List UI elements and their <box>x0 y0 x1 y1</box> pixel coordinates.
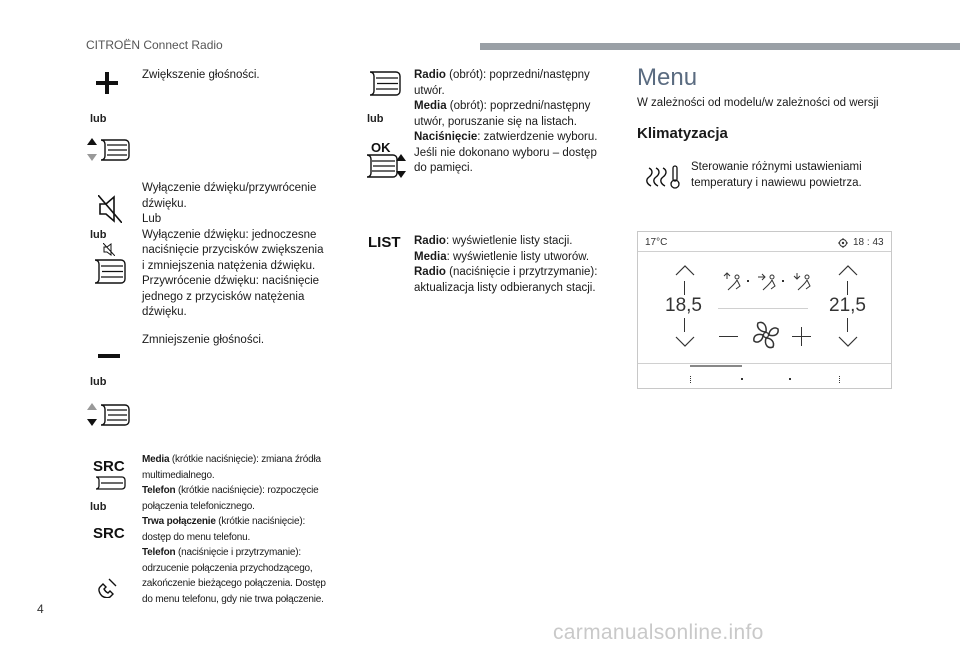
phone-icon <box>97 576 119 598</box>
tab-indicator-2[interactable] <box>741 378 743 380</box>
climate-screen <box>637 231 892 389</box>
list-label: LIST <box>368 234 401 251</box>
text-line: Jeśli nie dokonano wyboru – dostęp <box>414 146 597 159</box>
text-line: Telefon (krótkie naciśnięcie): rozpoczęcie <box>142 485 319 496</box>
text-line: Naciśnięcie: zatwierdzenie wyboru. <box>414 131 598 143</box>
text-line: Media (krótkie naciśnięcie): zmiana źródła <box>142 454 321 465</box>
gps-icon <box>838 238 848 248</box>
src-label: SRC <box>93 525 125 542</box>
page-number: 4 <box>37 602 44 616</box>
text-line: dźwięku. <box>142 197 187 210</box>
mute-text <box>142 181 324 321</box>
fan-increase-button[interactable] <box>792 327 811 346</box>
text-line: naciśnięcie przycisków zwiększenia <box>142 244 324 256</box>
text-line: jednego z przycisków natężenia <box>142 290 305 303</box>
minus-icon <box>98 354 120 359</box>
text-line: Wyłączenie dźwięku: jednoczesne <box>142 228 317 241</box>
tab-indicator-1[interactable] <box>690 376 691 383</box>
dot-separator <box>782 280 784 282</box>
right-temperature[interactable]: 21,5 <box>829 295 866 316</box>
text-line: Radio (obrót): poprzedni/następny <box>414 69 590 81</box>
text-line: do pamięci. <box>414 162 473 174</box>
divider <box>638 251 891 252</box>
text-line: Trwa połączenie (krótkie naciśnięcie): <box>142 516 306 527</box>
chevron-up-icon[interactable] <box>838 264 858 276</box>
radio-text <box>414 68 597 177</box>
text-line: zakończenie bieżącego połączenia. Dostęp <box>142 578 326 589</box>
volume-down-text: Zmniejszenie głośności. <box>142 334 265 346</box>
list-text <box>414 234 597 296</box>
steering-control-down-icon <box>87 402 131 428</box>
header-bar <box>480 43 960 50</box>
or-label: lub <box>90 376 107 388</box>
text-line: Radio: wyświetlenie listy stacji. <box>414 235 573 247</box>
header-title: CITROËN Connect Radio <box>86 38 223 52</box>
divider <box>638 363 891 364</box>
or-label: lub <box>90 501 107 513</box>
clock: 18 : 43 <box>853 237 884 248</box>
or-label: lub <box>367 113 384 125</box>
text-line: połączenia telefonicznego. <box>142 500 255 512</box>
watermark: carmanualsonline.info <box>553 621 764 644</box>
air-distribution-lower-icon[interactable] <box>792 272 814 292</box>
mute-small-icon <box>103 243 115 256</box>
or-label: lub <box>90 113 107 125</box>
chevron-up-icon[interactable] <box>675 264 695 276</box>
steering-control-up-icon <box>87 137 131 163</box>
dot-separator <box>747 280 749 282</box>
divider <box>847 281 848 295</box>
active-tab-indicator <box>690 365 742 367</box>
text-line: Media (obrót): poprzedni/następny <box>414 100 591 112</box>
text-line: Telefon (naciśnięcie i przytrzymanie): <box>142 547 301 558</box>
menu-subtitle: W zależności od modelu/w zależności od wersji <box>637 97 879 109</box>
chevron-down-icon[interactable] <box>675 336 695 348</box>
or-label: lub <box>90 229 107 241</box>
left-temperature[interactable]: 18,5 <box>665 295 702 316</box>
ok-label: OK <box>371 140 391 155</box>
menu-title: Menu <box>637 64 698 91</box>
text-line: do menu telefonu, gdy nie trwa połączenie. <box>142 593 324 605</box>
chevron-down-icon[interactable] <box>838 336 858 348</box>
air-distribution-upper-icon[interactable] <box>722 272 744 292</box>
mute-icon <box>98 195 122 223</box>
tab-indicator-4[interactable] <box>839 376 840 383</box>
divider <box>684 318 685 332</box>
divider <box>847 318 848 332</box>
text-line: utwór. <box>414 84 445 97</box>
text-line: Wyłączenie dźwięku/przywrócenie <box>142 182 317 194</box>
volume-up-text: Zwiększenie głośności. <box>142 69 260 81</box>
air-distribution-middle-icon[interactable] <box>757 272 779 292</box>
text-line: utwór, poruszanie się na listach. <box>414 115 578 128</box>
fan-icon <box>752 320 780 350</box>
src-label: SRC <box>93 458 125 475</box>
steering-control-ok-icon <box>364 153 406 179</box>
steering-control-icon <box>367 70 401 97</box>
text-line: dźwięku. <box>142 306 187 318</box>
climate-icon <box>645 164 681 190</box>
src-text <box>142 452 326 607</box>
text-line: i zmniejszenia natężenia dźwięku. <box>142 259 316 272</box>
text-line: multimedialnego. <box>142 469 215 481</box>
divider <box>718 308 808 309</box>
plus-icon <box>96 72 118 94</box>
outside-temperature: 17°C <box>645 237 668 248</box>
text-line: odrzucenie połączenia przychodzącego, <box>142 562 313 574</box>
text-line: Radio (naciśnięcie i przytrzymanie): <box>414 266 598 278</box>
divider <box>684 281 685 295</box>
text-line: dostęp do menu telefonu. <box>142 531 251 543</box>
text-line: Media: wyświetlenie listy utworów. <box>414 250 590 263</box>
text-line: Przywrócenie dźwięku: naciśnięcie <box>142 275 320 287</box>
text-line: Lub <box>142 213 162 225</box>
tab-indicator-3[interactable] <box>789 378 791 380</box>
text-line: aktualizacja listy odbieranych stacji. <box>414 281 596 294</box>
fan-decrease-button[interactable] <box>719 336 738 337</box>
steering-control-icon <box>93 476 127 490</box>
steering-control-icon <box>92 258 126 285</box>
climate-description: Sterowanie różnymi ustawieniami temperatury i nawiewu powietrza. <box>691 161 862 189</box>
section-title: Klimatyzacja <box>637 125 728 142</box>
